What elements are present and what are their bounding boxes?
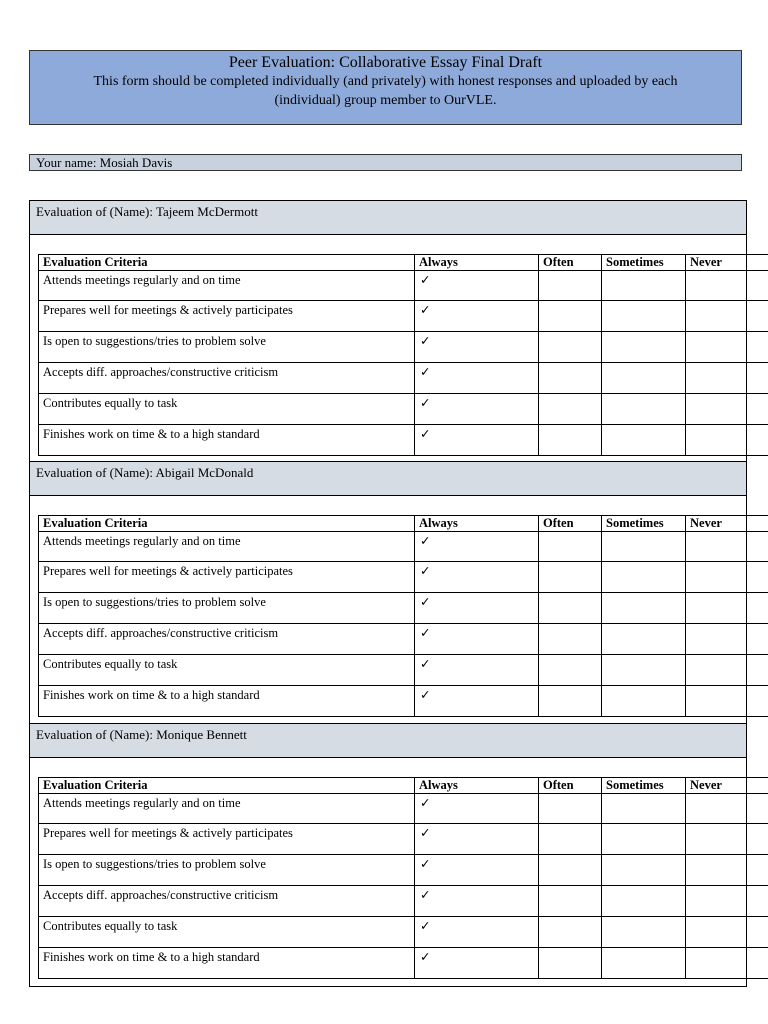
sometimes-cell[interactable] (602, 794, 686, 824)
never-cell[interactable] (686, 532, 768, 562)
sometimes-cell[interactable] (602, 593, 686, 624)
often-cell[interactable] (539, 655, 602, 686)
often-cell[interactable] (539, 855, 602, 886)
always-cell[interactable]: ✓ (415, 394, 539, 425)
never-header: Never (686, 516, 768, 532)
form-title: Peer Evaluation: Collaborative Essay Final Draft (228, 54, 543, 71)
always-header: Always (415, 778, 539, 794)
sometimes-cell[interactable] (602, 271, 686, 301)
never-header: Never (686, 778, 768, 794)
criterion-label: Prepares well for meetings & actively participates (39, 301, 415, 332)
always-cell[interactable]: ✓ (415, 271, 539, 301)
always-cell[interactable]: ✓ (415, 562, 539, 593)
always-cell[interactable]: ✓ (415, 593, 539, 624)
often-cell[interactable] (539, 886, 602, 917)
sometimes-header: Sometimes (602, 778, 686, 794)
your-name-field[interactable]: Your name: Mosiah Davis (29, 154, 742, 171)
criteria-table (38, 777, 768, 979)
sometimes-cell[interactable] (602, 948, 686, 979)
table-row (39, 271, 768, 301)
table-row (39, 655, 768, 686)
never-cell[interactable] (686, 917, 768, 948)
criterion-label: Attends meetings regularly and on time (39, 532, 415, 562)
always-cell[interactable]: ✓ (415, 425, 539, 456)
always-header: Always (415, 255, 539, 271)
sometimes-cell[interactable] (602, 394, 686, 425)
table-row (39, 301, 768, 332)
criterion-label: Accepts diff. approaches/constructive criticism (39, 624, 415, 655)
criteria-table (38, 254, 768, 456)
sometimes-header: Sometimes (602, 516, 686, 532)
sometimes-cell[interactable] (602, 532, 686, 562)
evaluation-name[interactable]: Evaluation of (Name): Tajeem McDermott (30, 201, 746, 235)
table-row (39, 794, 768, 824)
often-cell[interactable] (539, 624, 602, 655)
often-header: Often (539, 516, 602, 532)
always-cell[interactable]: ✓ (415, 301, 539, 332)
table-row (39, 824, 768, 855)
criterion-label: Prepares well for meetings & actively participates (39, 824, 415, 855)
often-header: Often (539, 778, 602, 794)
always-cell[interactable]: ✓ (415, 824, 539, 855)
often-cell[interactable] (539, 271, 602, 301)
table-row (39, 332, 768, 363)
form-instructions: This form should be completed individually (and privately) with honest responses and uploaded by each (individual) group member to OurVLE. (93, 74, 678, 108)
often-cell[interactable] (539, 425, 602, 456)
sometimes-cell[interactable] (602, 917, 686, 948)
often-cell[interactable] (539, 824, 602, 855)
table-row (39, 363, 768, 394)
never-cell[interactable] (686, 394, 768, 425)
often-cell[interactable] (539, 394, 602, 425)
criterion-label: Is open to suggestions/tries to problem solve (39, 593, 415, 624)
criterion-label: Is open to suggestions/tries to problem solve (39, 332, 415, 363)
evaluation-section (29, 461, 747, 724)
evaluation-name[interactable]: Evaluation of (Name): Abigail McDonald (30, 462, 746, 496)
never-cell[interactable] (686, 624, 768, 655)
criterion-label: Finishes work on time & to a high standard (39, 948, 415, 979)
sometimes-cell[interactable] (602, 655, 686, 686)
often-cell[interactable] (539, 917, 602, 948)
criterion-label: Finishes work on time & to a high standard (39, 425, 415, 456)
always-cell[interactable]: ✓ (415, 948, 539, 979)
always-cell[interactable]: ✓ (415, 332, 539, 363)
sometimes-cell[interactable] (602, 332, 686, 363)
never-cell[interactable] (686, 886, 768, 917)
never-cell[interactable] (686, 593, 768, 624)
table-row (39, 917, 768, 948)
often-cell[interactable] (539, 301, 602, 332)
often-cell[interactable] (539, 532, 602, 562)
table-row (39, 425, 768, 456)
criterion-label: Contributes equally to task (39, 394, 415, 425)
criterion-label: Is open to suggestions/tries to problem solve (39, 855, 415, 886)
never-cell[interactable] (686, 794, 768, 824)
sometimes-cell[interactable] (602, 686, 686, 717)
never-cell[interactable] (686, 271, 768, 301)
table-row (39, 886, 768, 917)
sometimes-cell[interactable] (602, 824, 686, 855)
never-cell[interactable] (686, 425, 768, 456)
criteria-header: Evaluation Criteria (39, 778, 415, 794)
form-header (29, 50, 742, 125)
always-cell[interactable]: ✓ (415, 624, 539, 655)
always-header: Always (415, 516, 539, 532)
table-row (39, 948, 768, 979)
criteria-header: Evaluation Criteria (39, 516, 415, 532)
criterion-label: Contributes equally to task (39, 655, 415, 686)
table-row (39, 593, 768, 624)
never-header: Never (686, 255, 768, 271)
table-row (39, 532, 768, 562)
never-cell[interactable] (686, 655, 768, 686)
sometimes-cell[interactable] (602, 562, 686, 593)
never-cell[interactable] (686, 363, 768, 394)
table-header-row (39, 778, 768, 794)
criterion-label: Attends meetings regularly and on time (39, 271, 415, 301)
always-cell[interactable]: ✓ (415, 886, 539, 917)
sometimes-cell[interactable] (602, 425, 686, 456)
often-cell[interactable] (539, 794, 602, 824)
never-cell[interactable] (686, 562, 768, 593)
often-cell[interactable] (539, 332, 602, 363)
criterion-label: Attends meetings regularly and on time (39, 794, 415, 824)
table-header-row (39, 255, 768, 271)
table-row (39, 686, 768, 717)
evaluation-section (29, 200, 747, 462)
always-cell[interactable]: ✓ (415, 363, 539, 394)
sometimes-cell[interactable] (602, 624, 686, 655)
evaluation-section (29, 723, 747, 987)
sometimes-cell[interactable] (602, 886, 686, 917)
criterion-label: Contributes equally to task (39, 917, 415, 948)
always-cell[interactable]: ✓ (415, 855, 539, 886)
always-cell[interactable]: ✓ (415, 917, 539, 948)
never-cell[interactable] (686, 301, 768, 332)
table-row (39, 394, 768, 425)
table-row (39, 562, 768, 593)
often-cell[interactable] (539, 686, 602, 717)
sometimes-cell[interactable] (602, 855, 686, 886)
never-cell[interactable] (686, 855, 768, 886)
criterion-label: Finishes work on time & to a high standard (39, 686, 415, 717)
often-cell[interactable] (539, 948, 602, 979)
sometimes-cell[interactable] (602, 301, 686, 332)
criterion-label: Accepts diff. approaches/constructive criticism (39, 363, 415, 394)
always-cell[interactable]: ✓ (415, 655, 539, 686)
never-cell[interactable] (686, 948, 768, 979)
never-cell[interactable] (686, 824, 768, 855)
criterion-label: Accepts diff. approaches/constructive criticism (39, 886, 415, 917)
sometimes-header: Sometimes (602, 255, 686, 271)
criteria-header: Evaluation Criteria (39, 255, 415, 271)
evaluation-name[interactable]: Evaluation of (Name): Monique Bennett (30, 724, 746, 758)
sometimes-cell[interactable] (602, 363, 686, 394)
never-cell[interactable] (686, 332, 768, 363)
never-cell[interactable] (686, 686, 768, 717)
often-cell[interactable] (539, 593, 602, 624)
table-row (39, 855, 768, 886)
often-cell[interactable] (539, 363, 602, 394)
always-cell[interactable]: ✓ (415, 686, 539, 717)
always-cell[interactable]: ✓ (415, 794, 539, 824)
always-cell[interactable]: ✓ (415, 532, 539, 562)
criterion-label: Prepares well for meetings & actively participates (39, 562, 415, 593)
often-cell[interactable] (539, 562, 602, 593)
table-row (39, 624, 768, 655)
table-header-row (39, 516, 768, 532)
often-header: Often (539, 255, 602, 271)
criteria-table (38, 515, 768, 717)
